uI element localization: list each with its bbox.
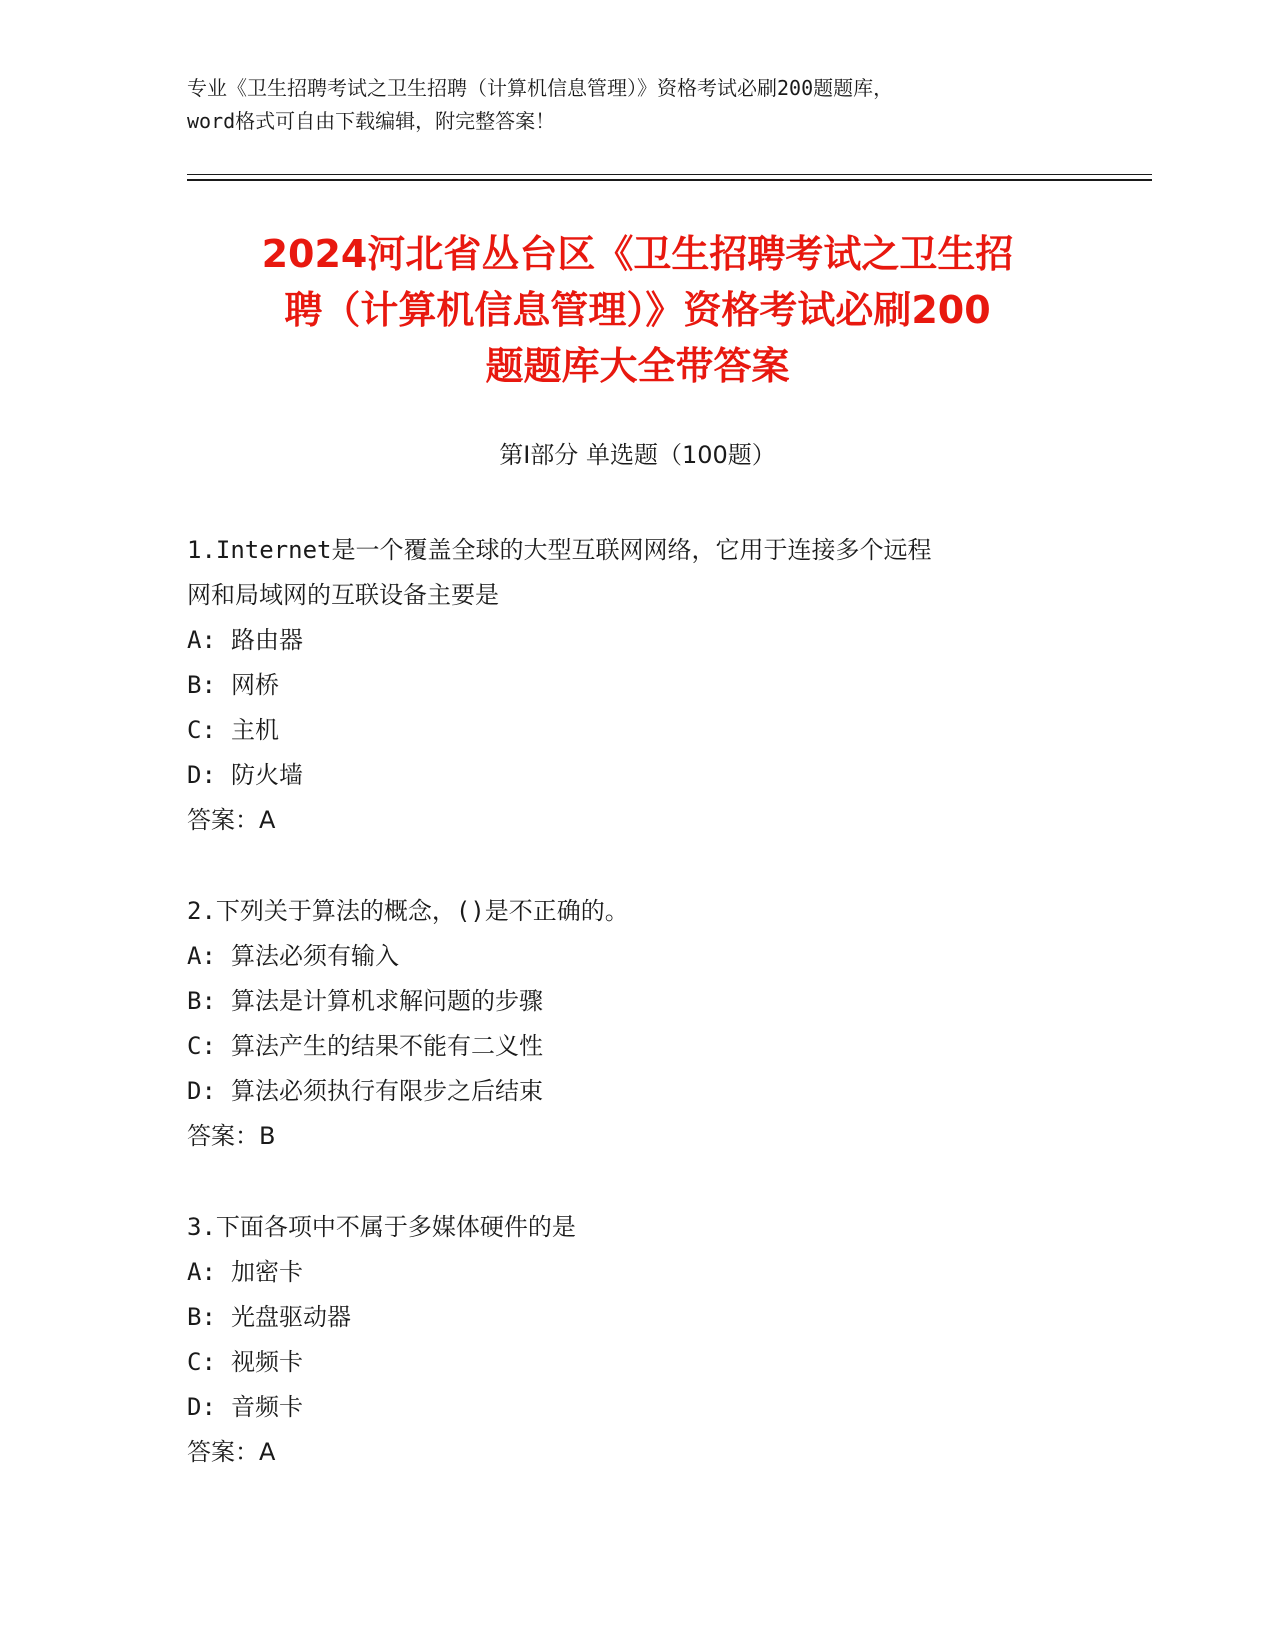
option-letter: B:: [187, 1303, 216, 1331]
option-a: [187, 934, 1147, 979]
header-divider-thick: [187, 179, 1152, 181]
option-a: [187, 1250, 1147, 1295]
document-title: [140, 226, 1135, 394]
option-text: 光盘驱动器: [231, 1303, 351, 1331]
option-d: [187, 1069, 1147, 1114]
option-text: 加密卡: [231, 1258, 303, 1286]
header-divider-thin: [187, 174, 1152, 175]
answer-line: 答案：A: [187, 806, 276, 834]
option-letter: D:: [187, 761, 216, 789]
question-stem-line: 1.Internet是一个覆盖全球的大型互联网网络，它用于连接多个远程: [187, 536, 932, 564]
question-stem-line: 2.下列关于算法的概念，()是不正确的。: [187, 897, 629, 925]
option-d: [187, 1385, 1147, 1430]
option-text: 网桥: [231, 671, 279, 699]
question-item: [187, 889, 1147, 1159]
option-a: [187, 618, 1147, 663]
option-letter: C:: [187, 716, 216, 744]
option-c: [187, 708, 1147, 753]
header-note-line: word格式可自由下载编辑，附完整答案！: [187, 109, 556, 133]
question-item: [187, 528, 1147, 843]
title-line: 聘（计算机信息管理）》资格考试必刷200: [284, 288, 991, 332]
option-b: [187, 663, 1147, 708]
option-text: 算法是计算机求解问题的步骤: [231, 987, 543, 1015]
option-letter: D:: [187, 1077, 216, 1105]
option-letter: A:: [187, 1258, 216, 1286]
option-letter: D:: [187, 1393, 216, 1421]
option-letter: C:: [187, 1032, 216, 1060]
title-line: 题题库大全带答案: [485, 344, 790, 388]
section-heading: 第Ⅰ部分 单选题（100题）: [499, 441, 776, 469]
header-note-line: 专业《卫生招聘考试之卫生招聘（计算机信息管理）》资格考试必刷200题题库，: [187, 76, 894, 100]
option-c: [187, 1340, 1147, 1385]
option-text: 视频卡: [231, 1348, 303, 1376]
answer-line: 答案：B: [187, 1122, 276, 1150]
option-text: 路由器: [231, 626, 303, 654]
option-text: 算法必须执行有限步之后结束: [231, 1077, 543, 1105]
option-c: [187, 1024, 1147, 1069]
option-text: 防火墙: [231, 761, 303, 789]
header-note: [187, 72, 1087, 138]
option-d: [187, 753, 1147, 798]
option-text: 算法产生的结果不能有二义性: [231, 1032, 543, 1060]
option-text: 音频卡: [231, 1393, 303, 1421]
question-item: [187, 1205, 1147, 1475]
option-b: [187, 1295, 1147, 1340]
option-letter: C:: [187, 1348, 216, 1376]
option-letter: B:: [187, 987, 216, 1015]
title-line: 2024河北省丛台区《卫生招聘考试之卫生招: [261, 232, 1014, 276]
question-stem-line: 网和局域网的互联设备主要是: [187, 581, 499, 609]
answer-line: 答案：A: [187, 1438, 276, 1466]
option-letter: B:: [187, 671, 216, 699]
option-letter: A:: [187, 942, 216, 970]
question-stem-line: 3.下面各项中不属于多媒体硬件的是: [187, 1213, 576, 1241]
option-text: 主机: [231, 716, 279, 744]
question-list: [187, 528, 1147, 1521]
option-b: [187, 979, 1147, 1024]
option-letter: A:: [187, 626, 216, 654]
option-text: 算法必须有输入: [231, 942, 399, 970]
